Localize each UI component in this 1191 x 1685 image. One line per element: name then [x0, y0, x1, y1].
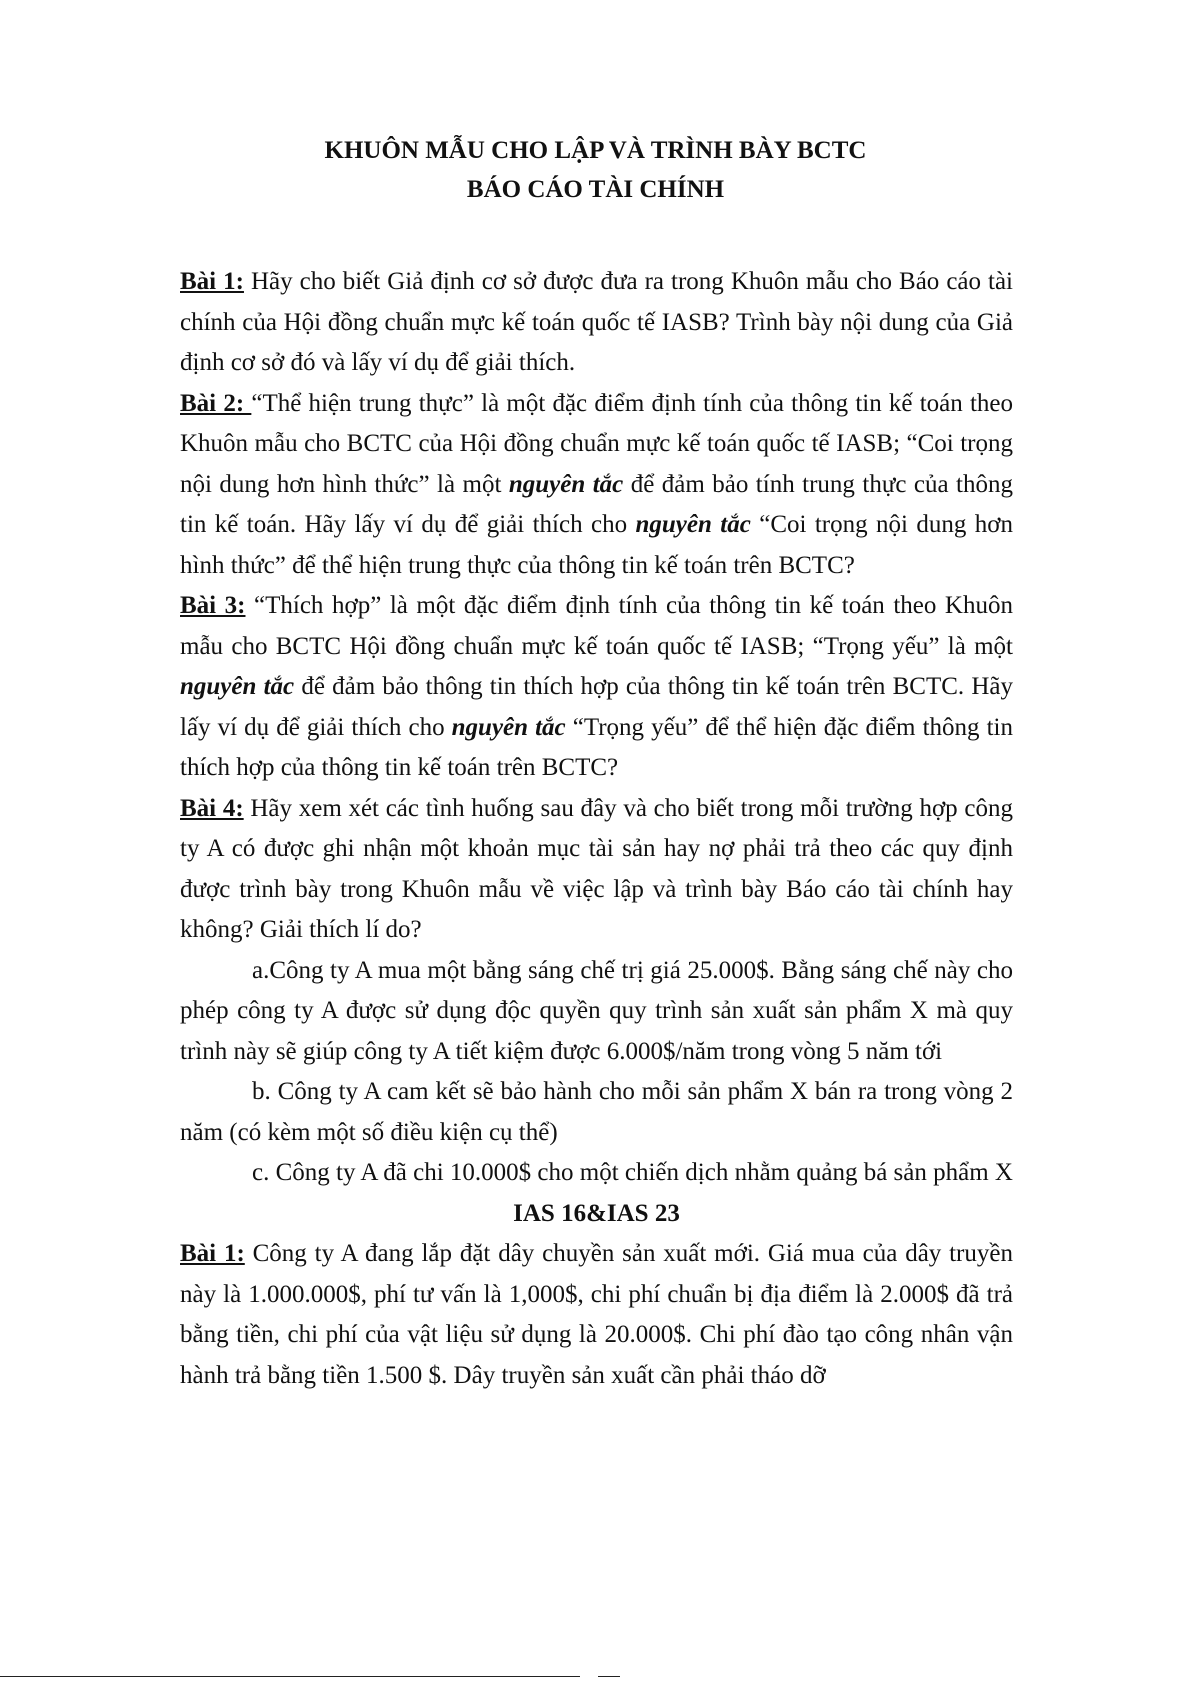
- exercise-label: Bài 3:: [180, 592, 246, 619]
- exercise-1: [180, 262, 1013, 384]
- case-a: a.Công ty A mua một bằng sáng chế trị giá 25.000$. Bằng sáng chế này cho phép công ty A được sử dụng độc quyền quy trình sản xuất sản phẩm X mà quy trình này sẽ giúp công ty A tiết kiệm được 6.000$/năm trong vòng 5 năm tới: [180, 956, 1013, 1065]
- exercise-text: để đảm bảo tính trung thực của thông tin kế toán. Hãy lấy ví dụ để giải thích cho: [180, 470, 1013, 538]
- emphasis-text: nguyên tắc: [635, 511, 751, 538]
- exercise-text: “Trọng yếu” để thể hiện đặc điểm thông tin thích hợp của thông tin kế toán trên BCTC?: [180, 713, 1013, 781]
- exercise-4: [180, 789, 1013, 951]
- document-body: [180, 262, 1013, 1396]
- emphasis-text: nguyên tắc: [451, 713, 566, 741]
- exercise-label: Bài 1:: [180, 1240, 245, 1267]
- exercise-text: Hãy xem xét các tình huống sau đây và cho biết trong mỗi trường hợp công ty A có được ghi nhận một khoản mục tài sản hay nợ phải trả theo các quy định được trình bày trong Khuôn mẫu về việc lập và trình bày Báo cáo tài chính hay không? Giải thích lí do?: [180, 794, 1013, 943]
- emphasis-text: nguyên tắc: [508, 470, 624, 498]
- document-title: KHUÔN MẪU CHO LẬP VÀ TRÌNH BÀY BCTC: [324, 137, 867, 164]
- exercise-label: Bài 4:: [180, 794, 244, 822]
- page-divider: [0, 1676, 580, 1677]
- exercise-3: [180, 586, 1013, 789]
- ias-exercise-1: [180, 1234, 1013, 1396]
- exercise-text: “Coi trọng nội dung hơn hình thức” để thể hiện trung thực của thông tin kế toán trên BCTC?: [180, 511, 1013, 579]
- exercise-label: Bài 2:: [180, 389, 252, 417]
- exercise-2: [180, 384, 1013, 587]
- exercise-text: Hãy cho biết Giả định cơ sở được đưa ra trong Khuôn mẫu cho Báo cáo tài chính của Hội đồng chuẩn mực kế toán quốc tế IASB? Trình bày nội dung của Giả định cơ sở đó và lấy ví dụ để giải thích.: [180, 268, 1014, 376]
- page-divider: [598, 1676, 620, 1677]
- emphasis-text: nguyên tắc: [180, 673, 295, 700]
- case-b: b. Công ty A cam kết sẽ bảo hành cho mỗi sản phẩm X bán ra trong vòng 2 năm (có kèm một số điều kiện cụ thể): [180, 1078, 1013, 1146]
- section-heading: IAS 16&IAS 23: [513, 1199, 680, 1227]
- exercise-text: để đảm bảo thông tin thích hợp của thông tin kế toán trên BCTC. Hãy lấy ví dụ để giải thích cho: [180, 673, 1013, 741]
- exercise-label: Bài 1:: [180, 268, 244, 295]
- case-c: c. Công ty A đã chi 10.000$ cho một chiến dịch nhằm quảng bá sản phẩm X: [252, 1159, 1013, 1186]
- exercise-text: Công ty A đang lắp đặt dây chuyền sản xuất mới. Giá mua của dây truyền này là 1.000.000$, phí tư vấn là 1,000$, chi phí chuẩn bị địa điểm là 2.000$ đã trả bằng tiền, chi phí của vật liệu sử dụng là 20.000$. Chi phí đào tạo công nhân vận hành trả bằng tiền 1.500 $. Dây truyền sản xuất cần phải tháo dỡ: [180, 1240, 1013, 1389]
- exercise-text: “Thể hiện trung thực” là một đặc điểm định tính của thông tin kế toán theo Khuôn mẫu cho BCTC của Hội đồng chuẩn mực kế toán quốc tế IASB; “Coi trọng nội dung hơn hình thức” là một: [180, 389, 1013, 498]
- exercise-text: “Thích hợp” là một đặc điểm định tính của thông tin kế toán theo Khuôn mẫu cho BCTC Hội đồng chuẩn mực kế toán quốc tế IASB; “Trọng yếu” là một: [180, 592, 1013, 660]
- document-subtitle: BÁO CÁO TÀI CHÍNH: [466, 176, 725, 203]
